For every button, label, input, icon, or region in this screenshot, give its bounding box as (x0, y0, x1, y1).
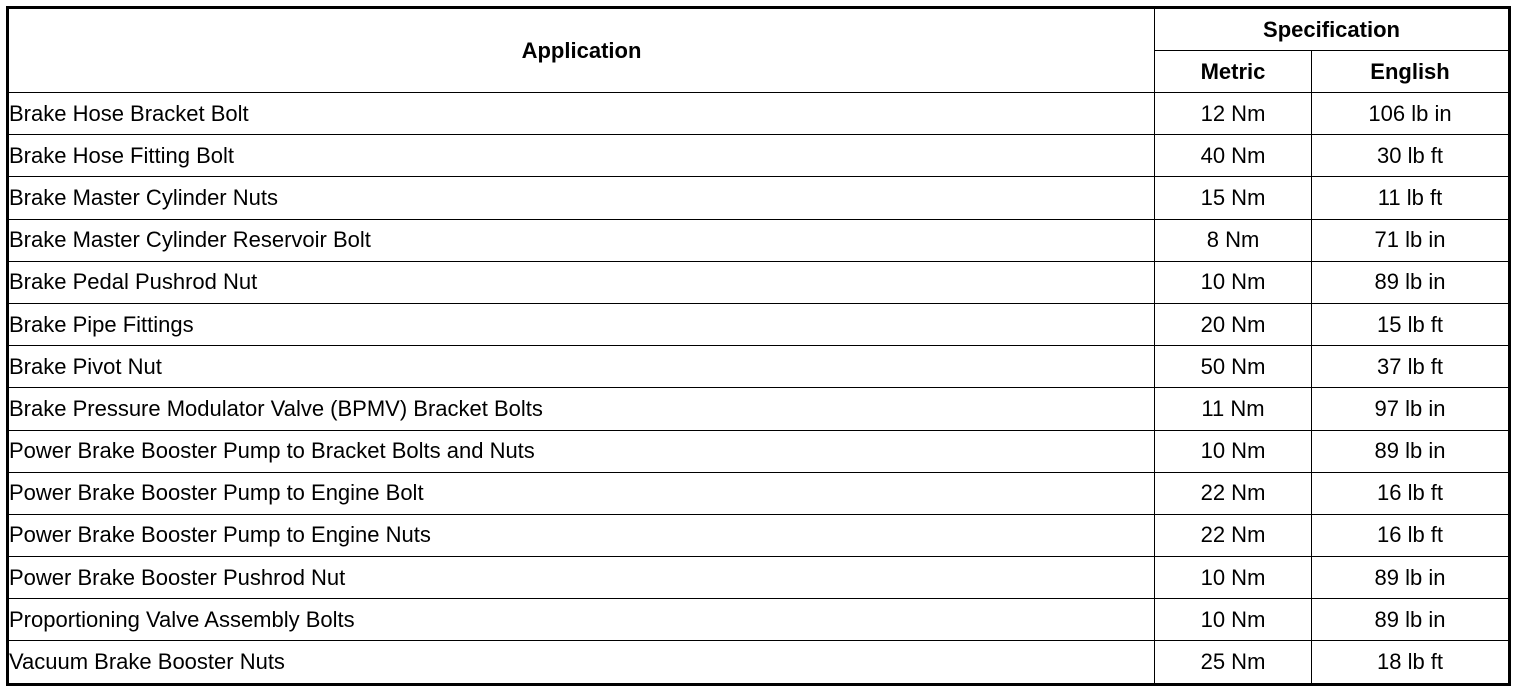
metric-cell: 20 Nm (1155, 303, 1312, 345)
application-cell: Brake Master Cylinder Nuts (8, 177, 1155, 219)
english-cell: 97 lb in (1312, 388, 1510, 430)
application-cell: Brake Hose Fitting Bolt (8, 135, 1155, 177)
english-cell: 16 lb ft (1312, 472, 1510, 514)
application-cell: Power Brake Booster Pump to Engine Nuts (8, 514, 1155, 556)
english-cell: 11 lb ft (1312, 177, 1510, 219)
application-cell: Brake Hose Bracket Bolt (8, 93, 1155, 135)
table-row (8, 346, 1510, 388)
table-row (8, 303, 1510, 345)
table-body (8, 93, 1510, 685)
english-cell: 30 lb ft (1312, 135, 1510, 177)
metric-cell: 15 Nm (1155, 177, 1312, 219)
table-row (8, 93, 1510, 135)
application-cell: Proportioning Valve Assembly Bolts (8, 599, 1155, 641)
metric-cell: 10 Nm (1155, 430, 1312, 472)
english-cell: 89 lb in (1312, 430, 1510, 472)
column-header-metric: Metric (1155, 51, 1312, 93)
table-row (8, 557, 1510, 599)
metric-cell: 8 Nm (1155, 219, 1312, 261)
application-cell: Vacuum Brake Booster Nuts (8, 641, 1155, 684)
english-cell: 18 lb ft (1312, 641, 1510, 684)
table-row (8, 514, 1510, 556)
header-row-top (8, 8, 1510, 51)
metric-cell: 50 Nm (1155, 346, 1312, 388)
application-cell: Brake Pedal Pushrod Nut (8, 261, 1155, 303)
application-cell: Brake Pipe Fittings (8, 303, 1155, 345)
application-cell: Power Brake Booster Pump to Engine Bolt (8, 472, 1155, 514)
table-row (8, 135, 1510, 177)
column-header-application: Application (8, 8, 1155, 93)
metric-cell: 11 Nm (1155, 388, 1312, 430)
english-cell: 89 lb in (1312, 261, 1510, 303)
table-row (8, 219, 1510, 261)
table-row (8, 472, 1510, 514)
english-cell: 15 lb ft (1312, 303, 1510, 345)
application-cell: Brake Pressure Modulator Valve (BPMV) Bracket Bolts (8, 388, 1155, 430)
english-cell: 37 lb ft (1312, 346, 1510, 388)
table-row (8, 177, 1510, 219)
english-cell: 71 lb in (1312, 219, 1510, 261)
english-cell: 16 lb ft (1312, 514, 1510, 556)
table-row (8, 430, 1510, 472)
fastener-specification-table (6, 6, 1511, 686)
application-cell: Power Brake Booster Pump to Bracket Bolts and Nuts (8, 430, 1155, 472)
application-cell: Power Brake Booster Pushrod Nut (8, 557, 1155, 599)
metric-cell: 22 Nm (1155, 472, 1312, 514)
metric-cell: 12 Nm (1155, 93, 1312, 135)
table-row (8, 388, 1510, 430)
metric-cell: 10 Nm (1155, 557, 1312, 599)
table-row (8, 261, 1510, 303)
english-cell: 89 lb in (1312, 557, 1510, 599)
application-cell: Brake Pivot Nut (8, 346, 1155, 388)
column-group-header-specification: Specification (1155, 8, 1510, 51)
metric-cell: 22 Nm (1155, 514, 1312, 556)
metric-cell: 10 Nm (1155, 261, 1312, 303)
table-header (8, 8, 1510, 93)
metric-cell: 10 Nm (1155, 599, 1312, 641)
metric-cell: 25 Nm (1155, 641, 1312, 684)
table-row (8, 641, 1510, 684)
english-cell: 106 lb in (1312, 93, 1510, 135)
table-row (8, 599, 1510, 641)
column-header-english: English (1312, 51, 1510, 93)
metric-cell: 40 Nm (1155, 135, 1312, 177)
application-cell: Brake Master Cylinder Reservoir Bolt (8, 219, 1155, 261)
english-cell: 89 lb in (1312, 599, 1510, 641)
